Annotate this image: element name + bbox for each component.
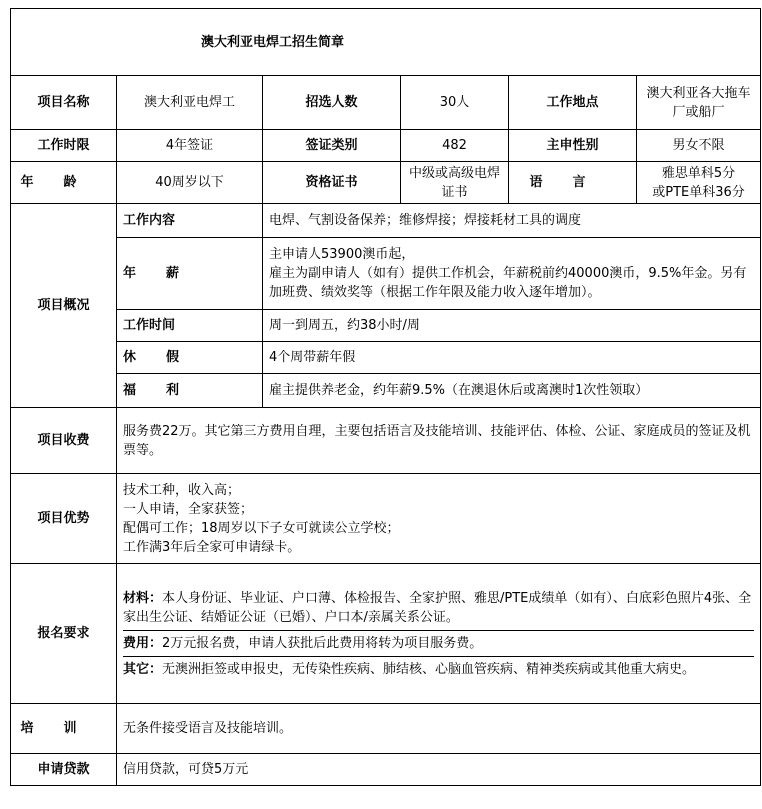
fees-value: 服务费22万。其它第三方费用自理，主要包括语言及技能培训、技能评估、体检、公证、家庭成员的签证及机票等。 (117, 408, 761, 474)
salary-label: 年薪 (117, 238, 263, 310)
quota-label: 招选人数 (263, 76, 401, 130)
salary-line-2: 雇主为副申请人（如有）提供工作机会，年薪税前约40000澳币，9.5%年金。另有加班费、绩效奖等（根据工作年限及能力收入逐年增加）。 (269, 266, 747, 300)
welfare-label: 福利 (117, 374, 263, 408)
language-value (637, 162, 761, 204)
brochure-table (10, 8, 761, 786)
work-content-value: 电焊、气割设备保养；维修焊接；焊接耗材工具的调度 (263, 204, 761, 238)
loan-value: 信用贷款，可贷5万元 (117, 754, 761, 786)
visa-label: 签证类别 (263, 130, 401, 162)
advantages-list (117, 474, 761, 564)
requirements-value (117, 564, 761, 704)
cert-label: 资格证书 (263, 162, 401, 204)
cert-value: 中级或高级电焊证书 (401, 162, 509, 204)
project-name-label: 项目名称 (11, 76, 117, 130)
loan-label: 申请贷款 (11, 754, 117, 786)
gender-value: 男女不限 (637, 130, 761, 162)
other-label: 其它： (123, 661, 163, 677)
salary-line-1: 主申请人53900澳币起， (269, 247, 415, 262)
project-name-value: 澳大利亚电焊工 (117, 76, 263, 130)
language-label: 语言 (509, 162, 637, 204)
materials-label: 材料： (123, 590, 163, 606)
advantages-label: 项目优势 (11, 474, 117, 564)
advantage-item: 工作满3年后全家可申请绿卡。 (123, 539, 301, 555)
other-section (123, 656, 754, 682)
hours-label: 工作时间 (117, 310, 263, 342)
welfare-value: 雇主提供养老金，约年薪9.5%（在澳退休后或离澳时1次性领取） (263, 374, 761, 408)
visa-value: 482 (401, 130, 509, 162)
duration-label: 工作时限 (11, 130, 117, 162)
language-line-1: 雅思单科5分 (661, 165, 736, 181)
materials-text: 本人身份证、毕业证、户口薄、体检报告、全家护照、雅思/PTE成绩单（如有）、白底彩色照片4张、全家出生公证、结婚证公证（已婚）、户口本/亲属关系公证。 (123, 590, 752, 625)
advantage-item: 配偶可工作；18周岁以下子女可就读公立学校； (123, 520, 400, 536)
advantage-item: 一人申请，全家获签； (123, 501, 254, 517)
gender-label: 主申性别 (509, 130, 637, 162)
work-content-label: 工作内容 (117, 204, 263, 238)
other-text: 无澳洲拒签或申报史，无传染性疾病、肺结核、心脑血管疾病、精神类疾病或其他重大病史。 (162, 661, 696, 677)
training-value: 无条件接受语言及技能培训。 (117, 704, 761, 754)
requirements-label: 报名要求 (11, 564, 117, 704)
leave-value: 4个周带薪年假 (263, 342, 761, 374)
location-value: 澳大利亚各大拖车厂或船厂 (637, 76, 761, 130)
age-label: 年龄 (11, 162, 117, 204)
hours-value: 周一到周五，约38小时/周 (263, 310, 761, 342)
language-line-2: 或PTE单科36分 (652, 184, 745, 200)
leave-label: 休假 (117, 342, 263, 374)
fee-section (123, 630, 754, 656)
quota-value: 30人 (401, 76, 509, 130)
salary-value (263, 238, 761, 310)
location-label: 工作地点 (509, 76, 637, 130)
age-value: 40周岁以下 (117, 162, 263, 204)
fees-label: 项目收费 (11, 408, 117, 474)
advantage-item: 技术工种，收入高； (123, 482, 241, 498)
fee-text: 2万元报名费，申请人获批后此费用将转为项目服务费。 (162, 635, 483, 651)
duration-value: 4年签证 (117, 130, 263, 162)
training-label: 培训 (11, 704, 117, 754)
fee-label: 费用： (123, 635, 163, 651)
materials-section (123, 586, 754, 630)
page-title: 澳大利亚电焊工招生简章 (11, 9, 761, 76)
overview-label: 项目概况 (11, 204, 117, 408)
